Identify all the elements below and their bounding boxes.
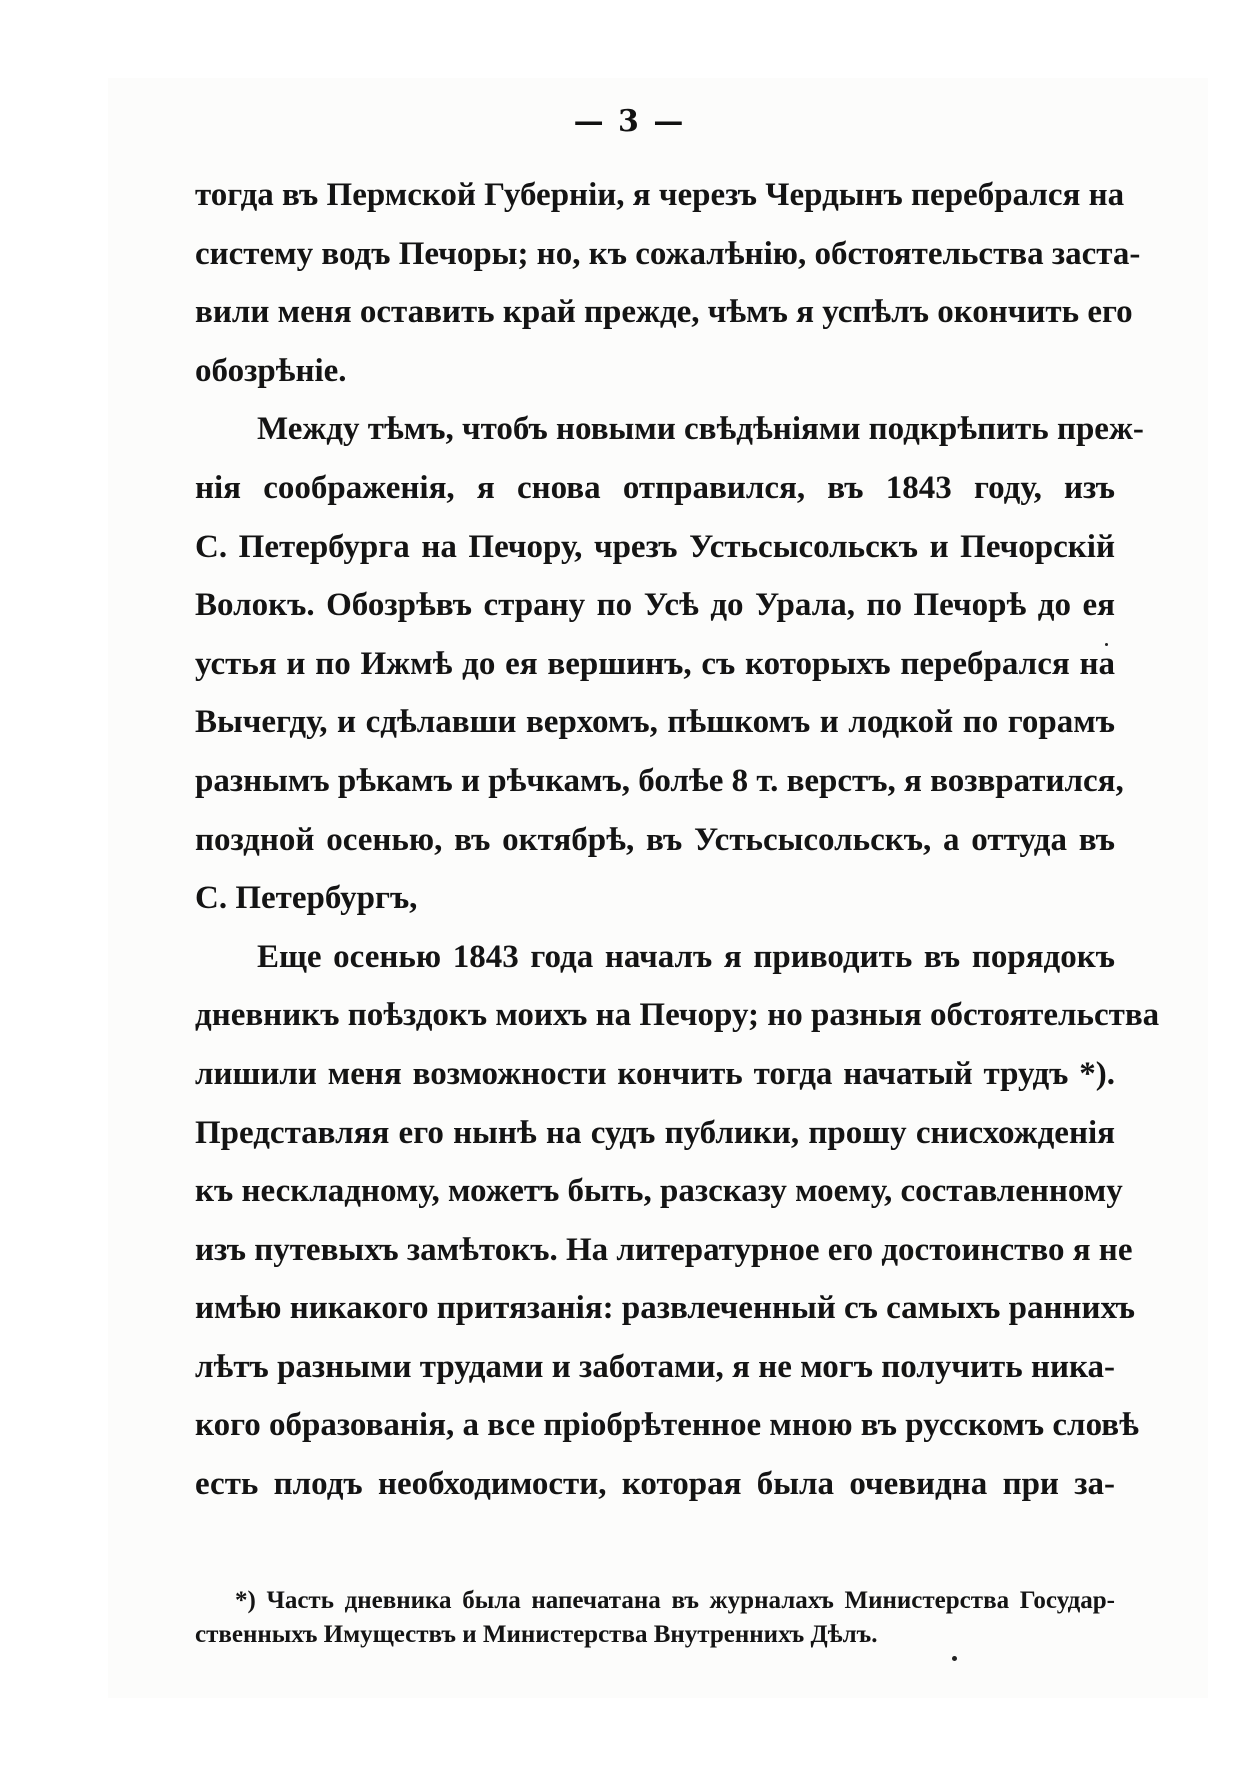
text-line: есть плодъ необходимости, которая была очевидна при за- [195,1466,1115,1503]
text-line: дневникъ поѣздокъ моихъ на Печору; но разныя обстоятельства [195,997,1160,1034]
text-line: С. Петербургъ, [195,880,418,917]
page-number: — 3 — [573,104,686,139]
text-line: тогда въ Пермской Губерніи, я черезъ Чердынъ перебрался на [195,177,1125,213]
text-line: кого образованія, а все пріобрѣтенное мною въ русскомъ словѣ [195,1407,1139,1444]
text-line: лѣтъ разными трудами и заботами, я не могъ получить ника- [195,1348,1115,1385]
text-line: Вычегду, и сдѣлавши верхомъ, пѣшкомъ и лодкой по горамъ [195,704,1115,741]
text-line: разнымъ рѣкамъ и рѣчкамъ, болѣе 8 т. верстъ, я возвратился, [195,762,1124,799]
text-line: устья и по Ижмѣ до ея вершинъ, съ которыхъ перебрался на [195,645,1115,682]
text-line: систему водъ Печоры; но, къ сожалѣнію, обстоятельства заста- [195,235,1141,272]
text-line: изъ путевыхъ замѣтокъ. На литературное его достоинство я не [195,1231,1133,1268]
text-line: нія соображенія, я снова отправился, въ 1843 году, изъ [195,469,1115,506]
body-text [195,166,1160,1514]
text-line: Волокъ. Обозрѣвъ страну по Усѣ до Урала, по Печорѣ до ея [195,587,1115,624]
ink-speck [952,1656,957,1661]
ink-speck [1105,643,1108,646]
text-line: вили меня оставить край прежде, чѣмъ я успѣлъ окончить его [195,294,1133,331]
text-line: къ нескладному, можетъ быть, разсказу моему, составленному [195,1173,1123,1210]
footnote [195,1584,1115,1652]
footnote-line: *) Часть дневника была напечатана въ журналахъ Министерства Государ- [235,1587,1115,1614]
text-line: С. Петербурга на Печору, чрезъ Устьсысольскъ и Печорскій [195,528,1115,565]
text-line: Между тѣмъ, чтобъ новыми свѣдѣніями подкрѣпить преж- [257,411,1144,448]
text-line: имѣю никакого притязанія: развлеченный съ самыхъ раннихъ [195,1290,1136,1327]
text-line: обозрѣніе. [195,352,347,389]
text-line: лишили меня возможности кончить тогда начатый трудъ *). [195,1055,1115,1092]
text-line: Еще осенью 1843 года началъ я приводить въ порядокъ [257,938,1115,975]
text-line: поздной осенью, въ октябрѣ, въ Устьсысольскъ, а оттуда въ [195,821,1115,858]
footnote-line: ственныхъ Имуществъ и Министерства Внутреннихъ Дѣлъ. [195,1621,878,1648]
text-line: Представляя его нынѣ на судъ публики, прошу снисхожденія [195,1114,1115,1151]
